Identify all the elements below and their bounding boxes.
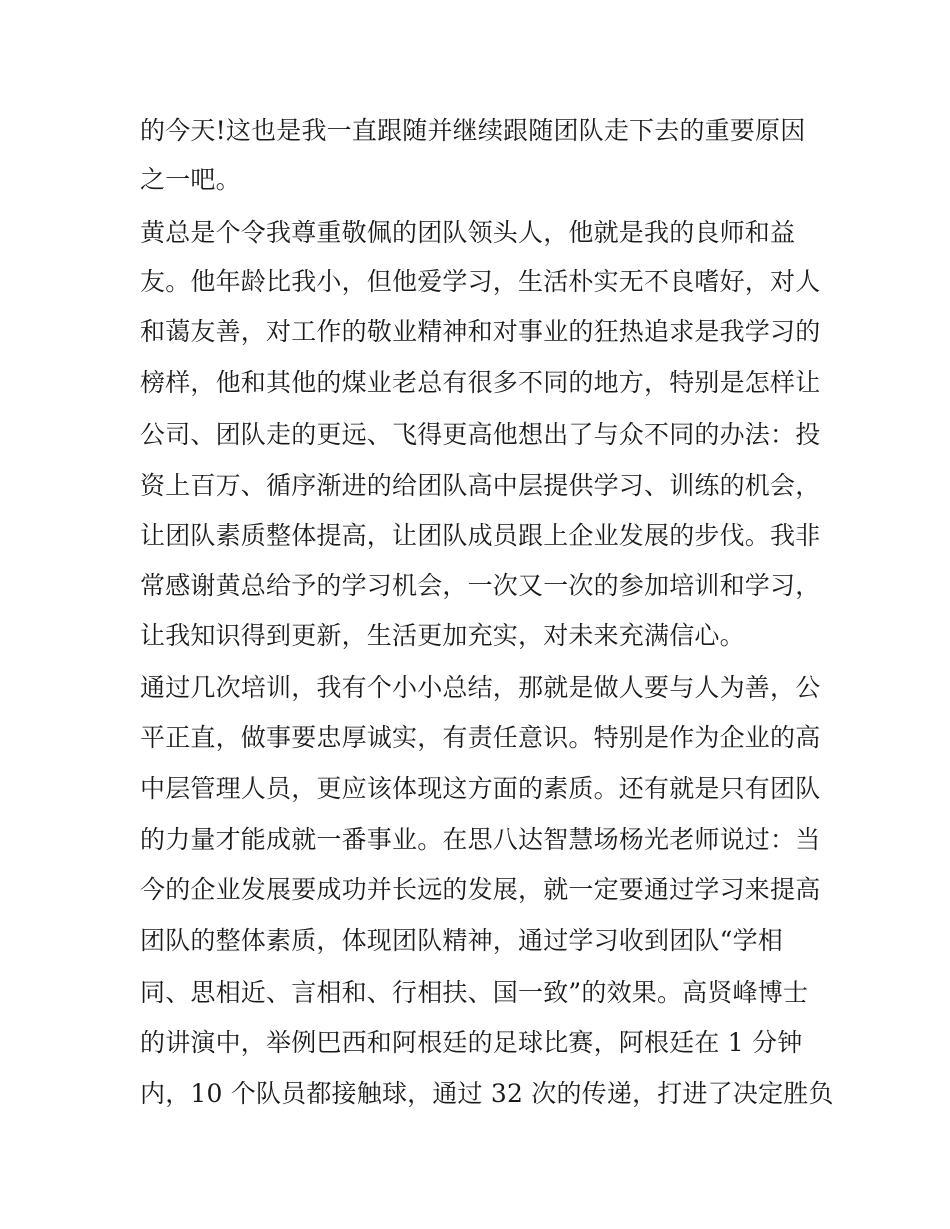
text-line: 和蔼友善，对工作的敬业精神和对事业的狂热追求是我学习的 bbox=[140, 317, 821, 346]
text-line: 让我知识得到更新，生活更加充实，对未来充满信心。 bbox=[140, 621, 745, 650]
text-line: 黄总是个令我尊重敬佩的团队领头人，他就是我的良师和益 bbox=[140, 218, 796, 247]
text-line: 让团队素质整体提高，让团队成员跟上企业发展的步伐。我非 bbox=[140, 521, 821, 550]
text-line: 资上百万、循序渐进的给团队高中层提供学习、训练的机会， bbox=[140, 471, 821, 500]
text-line: 团队的整体素质，体现团队精神，通过学习收到团队“学相 bbox=[140, 926, 783, 955]
text-line: 通过几次培训，我有个小小总结，那就是做人要与人为善，公 bbox=[140, 673, 821, 702]
text-line: 中层管理人员，更应该体现这方面的素质。还有就是只有团队 bbox=[140, 774, 821, 803]
text-line: 之一吧。 bbox=[140, 165, 241, 194]
text-line: 的今天!这也是我一直跟随并继续跟随团队走下去的重要原因 bbox=[140, 116, 806, 145]
text-line: 常感谢黄总给予的学习机会，一次又一次的参加培训和学习， bbox=[140, 571, 821, 600]
text-line: 公司、团队走的更远、飞得更高他想出了与众不同的办法：投 bbox=[140, 420, 821, 449]
text-line: 平正直，做事要忠厚诚实，有责任意识。特别是作为企业的高 bbox=[140, 723, 821, 752]
text-line: 同、思相近、言相和、行相扶、国一致”的效果。高贤峰博士 bbox=[140, 978, 809, 1007]
text-line: 友。他年龄比我小，但他爱学习，生活朴实无不良嗜好，对人 bbox=[140, 267, 821, 296]
text-line: 的力量才能成就一番事业。在思八达智慧场杨光老师说过：当 bbox=[140, 825, 821, 854]
text-line: 的讲演中，举例巴西和阿根廷的足球比赛，阿根廷在 1 分钟 bbox=[140, 1028, 803, 1057]
text-line: 榜样，他和其他的煤业老总有很多不同的地方，特别是怎样让 bbox=[140, 368, 821, 397]
text-line: 今的企业发展要成功并长远的发展，就一定要通过学习来提高 bbox=[140, 875, 821, 904]
text-line: 内，10 个队员都接触球，通过 32 次的传递，打进了决定胜负 bbox=[140, 1079, 834, 1108]
